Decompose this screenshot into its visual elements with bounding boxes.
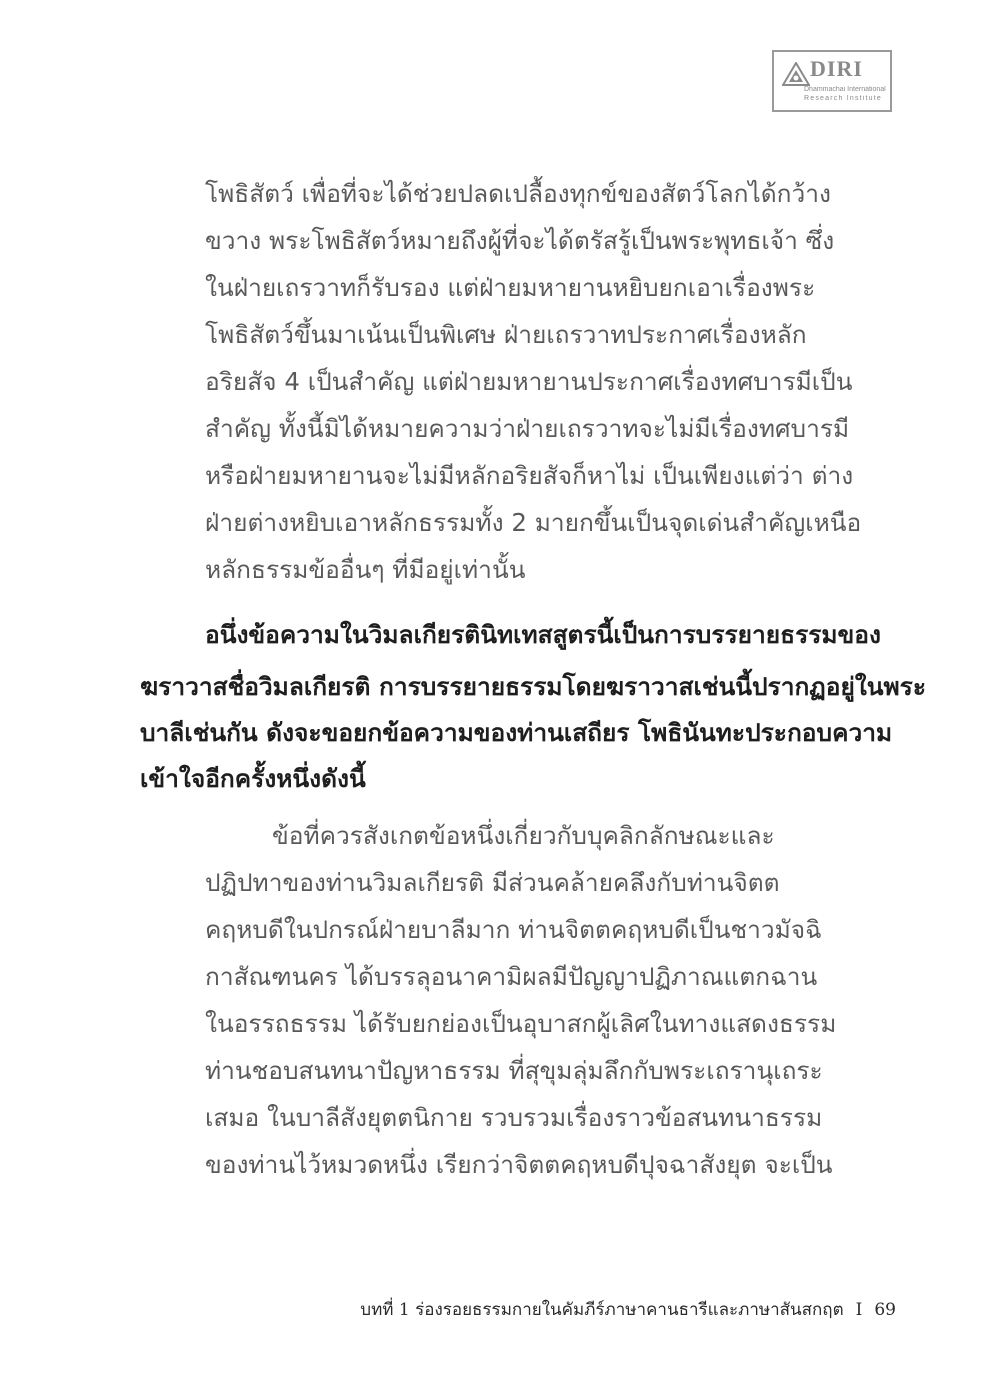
logo-subtitle-2: Research Institute	[804, 95, 883, 102]
quote-line: โพธิสัตว์ขึ้นมาเน้นเป็นพิเศษ ฝ่ายเถรวาทประกาศเรื่องหลัก	[205, 320, 807, 349]
paragraph-line: อนึ่งข้อความในวิมลเกียรตินิทเทสสูตรนี้เป็นการบรรยายธรรมของ	[205, 620, 881, 649]
quote-line: หรือฝ่ายมหายานจะไม่มีหลักอริยสัจก็หาไม่ เป็นเพียงแต่ว่า ต่าง	[205, 461, 854, 490]
logo-text: DIRI	[810, 56, 863, 81]
page-number: 69	[874, 1300, 896, 1320]
diri-logo	[772, 50, 892, 112]
quote-line: เสมอ ในบาลีสังยุตตนิกาย รวบรวมเรื่องราวข้อสนทนาธรรม	[205, 1103, 823, 1132]
paragraph-line: บาลีเช่นกัน ดังจะขอยกข้อความของท่านเสถียร โพธินันทะประกอบความ	[140, 718, 893, 747]
quote-line: ของท่านไว้หมวดหนึ่ง เรียกว่าจิตตคฤหบดีปุจฉาสังยุต จะเป็น	[205, 1150, 833, 1179]
quote-line: อริยสัจ 4 เป็นสำคัญ แต่ฝ่ายมหายานประกาศเรื่องทศบารมีเป็น	[205, 367, 853, 396]
logo-subtitle-1: Dhammachai International	[804, 86, 886, 93]
quote-line: ขวาง พระโพธิสัตว์หมายถึงผู้ที่จะได้ตรัสรู้เป็นพระพุทธเจ้า ซึ่ง	[205, 226, 835, 255]
quote-line: โพธิสัตว์ เพื่อที่จะได้ช่วยปลดเปลื้องทุกข์ของสัตว์โลกได้กว้าง	[205, 179, 831, 208]
footer-separator: I	[855, 1300, 863, 1320]
quote-line: คฤหบดีในปกรณ์ฝ่ายบาลีมาก ท่านจิตตคฤหบดีเป็นชาวมัจฉิ	[205, 915, 822, 944]
quote-line: ในอรรถธรรม ได้รับยกย่องเป็นอุบาสกผู้เลิศในทางแสดงธรรม	[205, 1009, 837, 1038]
triangle-logo-icon	[782, 62, 810, 86]
quote-line: ข้อที่ควรสังเกตข้อหนึ่งเกี่ยวกับบุคลิกลักษณะและ	[272, 821, 775, 850]
paragraph-line: ฆราวาสชื่อวิมลเกียรติ การบรรยายธรรมโดยฆราวาสเช่นนี้ปรากฏอยู่ในพระ	[140, 672, 926, 701]
page-footer	[360, 1296, 896, 1323]
paragraph-line: เข้าใจอีกครั้งหนึ่งดังนี้	[140, 764, 366, 793]
quote-line: ท่านชอบสนทนาปัญหาธรรม ที่สุขุมลุ่มลึกกับพระเถรานุเถระ	[205, 1056, 823, 1085]
quote-line: ในฝ่ายเถรวาทก็รับรอง แต่ฝ่ายมหายานหยิบยกเอาเรื่องพระ	[205, 273, 816, 302]
quote-line: สำคัญ ทั้งนี้มิได้หมายความว่าฝ่ายเถรวาทจะไม่มีเรื่องทศบารมี	[205, 414, 850, 443]
quote-line: หลักธรรมข้ออื่นๆ ที่มีอยู่เท่านั้น	[205, 555, 526, 584]
quote-line: ฝ่ายต่างหยิบเอาหลักธรรมทั้ง 2 มายกขึ้นเป็นจุดเด่นสำคัญเหนือ	[205, 508, 862, 537]
quote-line: ปฏิปทาของท่านวิมลเกียรติ มีส่วนคล้ายคลึงกับท่านจิตต	[205, 868, 780, 897]
chapter-title: บทที่ 1 ร่องรอยธรรมกายในคัมภีร์ภาษาคานธารีและภาษาสันสกฤต	[360, 1300, 844, 1320]
quote-line: กาสัณฑนคร ได้บรรลุอนาคามิผลมีปัญญาปฏิภาณแตกฉาน	[205, 962, 818, 991]
